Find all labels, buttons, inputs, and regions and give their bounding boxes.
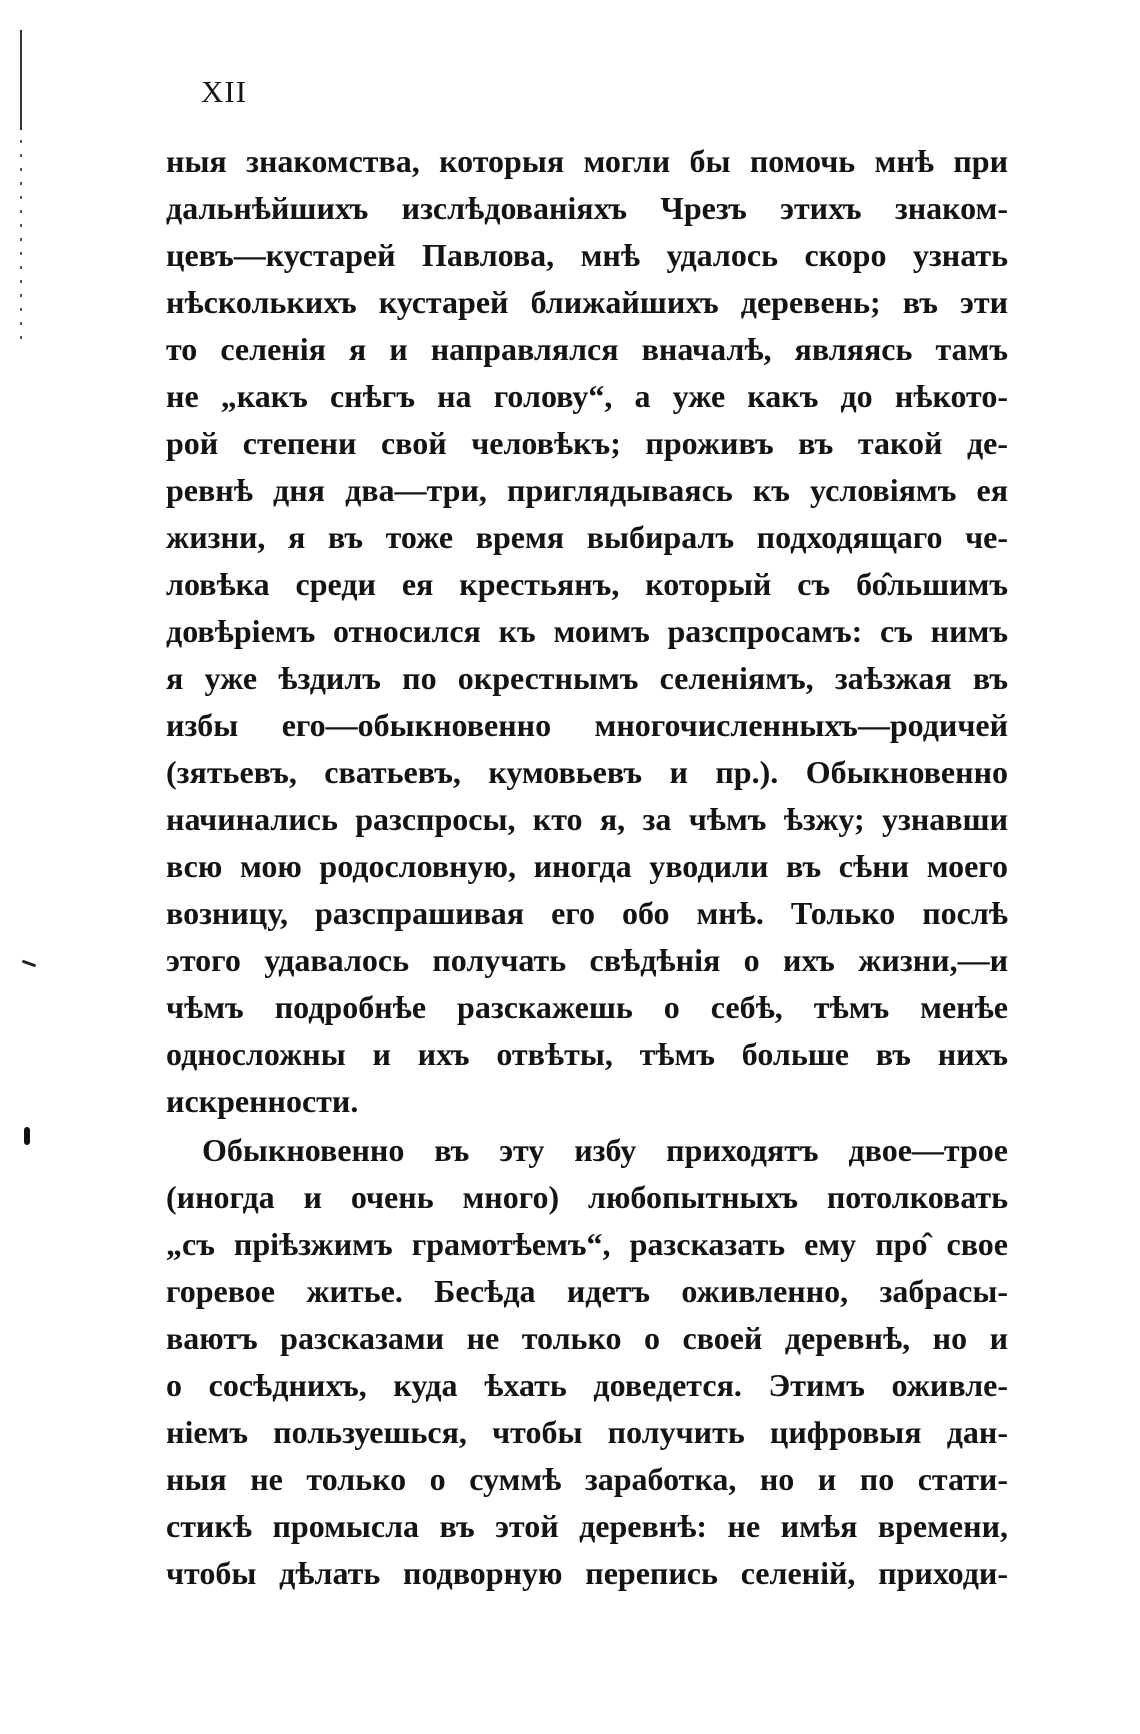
scan-margin-mark <box>22 960 36 968</box>
text-line: рой степени свой человѣкъ; проживъ въ такой де- <box>166 425 1008 461</box>
text-line: цевъ—кустарей Павлова, мнѣ удалось скоро узнать <box>166 237 1008 273</box>
text-line: ловѣка среди ея крестьянъ, который съ бо̂льшимъ <box>166 566 1008 602</box>
text-line: ніемъ пользуешься, чтобы получить цифровыя дан- <box>166 1414 1008 1450</box>
scan-margin-edge <box>20 30 22 130</box>
text-line: „съ пріѣзжимъ грамотѣемъ“, разсказать ему про̂ свое <box>166 1226 1008 1262</box>
text-line: я уже ѣздилъ по окрестнымъ селеніямъ, заѣзжая въ <box>166 660 1008 696</box>
text-line: то селенія я и направлялся вначалѣ, являясь тамъ <box>166 331 1008 367</box>
paragraph-2 <box>166 1127 1008 1597</box>
text-line: всю мою родословную, иногда уводили въ сѣни моего <box>166 848 1008 884</box>
text-line: ныя не только о суммѣ заработка, но и по стати- <box>166 1461 1008 1497</box>
paragraph-1 <box>166 138 1008 1125</box>
text-line: избы его—обыкновенно многочисленныхъ—родичей <box>166 707 1008 743</box>
text-line: стикѣ промысла въ этой деревнѣ: не имѣя времени, <box>166 1508 1008 1544</box>
text-line: горевое житье. Бесѣда идетъ оживленно, забрасы- <box>166 1273 1008 1309</box>
text-line: довѣріемъ относился къ моимъ разспросамъ: съ нимъ <box>166 613 1008 649</box>
text-line: односложны и ихъ отвѣты, тѣмъ больше въ нихъ <box>166 1036 1008 1072</box>
text-line: ваютъ разсказами не только о своей деревнѣ, но и <box>166 1320 1008 1356</box>
text-line: не „какъ снѣгъ на голову“, а уже какъ до нѣкото- <box>166 378 1008 414</box>
scan-margin-dots <box>20 140 22 350</box>
text-line: начинались разспросы, кто я, за чѣмъ ѣзжу; узнавши <box>166 801 1008 837</box>
text-line: (иногда и очень много) любопытныхъ потолковать <box>166 1179 1008 1215</box>
text-line: чтобы дѣлать подворную перепись селеній, приходи- <box>166 1555 1008 1591</box>
text-line: о сосѣднихъ, куда ѣхать доведется. Этимъ оживле- <box>166 1367 1008 1403</box>
text-line: нѣсколькихъ кустарей ближайшихъ деревень; въ эти <box>166 284 1008 320</box>
text-line: чѣмъ подробнѣе разскажешь о себѣ, тѣмъ менѣе <box>166 989 1008 1025</box>
text-line: этого удавалось получать свѣдѣнія о ихъ жизни,—и <box>166 942 1008 978</box>
page-number: XII <box>201 74 248 109</box>
text-line: дальнѣйшихъ изслѣдованіяхъ Чрезъ этихъ знаком- <box>166 190 1008 226</box>
text-line: возницу, разспрашивая его обо мнѣ. Только послѣ <box>166 895 1008 931</box>
text-line: ныя знакомства, которыя могли бы помочь мнѣ при <box>166 143 1008 179</box>
scan-ink-blot <box>24 1127 30 1145</box>
text-line: жизни, я въ тоже время выбиралъ подходящаго че- <box>166 519 1008 555</box>
text-line: искренности. <box>166 1083 359 1119</box>
text-line: (зятьевъ, сватьевъ, кумовьевъ и пр.). Обыкновенно <box>166 754 1008 790</box>
text-line: ревнѣ дня два—три, приглядываясь къ условіямъ ея <box>166 472 1008 508</box>
text-line: Обыкновенно въ эту избу приходятъ двое—трое <box>202 1132 1008 1168</box>
